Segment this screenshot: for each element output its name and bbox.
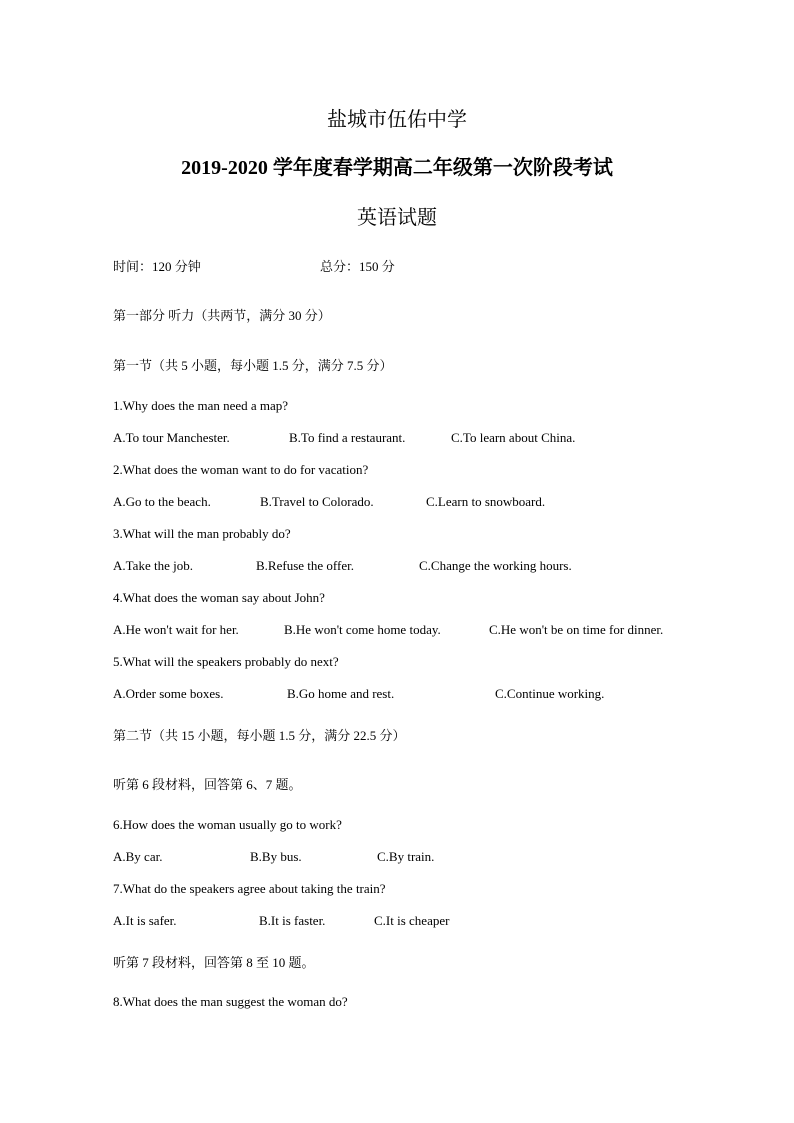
material-instruction: 听第 6 段材料，回答第 6、7 题。	[113, 777, 302, 792]
option-c: C.It is cheaper	[374, 913, 450, 928]
part-heading: 第一部分 听力（共两节，满分 30 分）	[113, 308, 331, 323]
option-b: B.By bus.	[250, 849, 302, 864]
question-stem: 5.What will the speakers probably do next?	[113, 654, 339, 669]
question-stem: 8.What does the man suggest the woman do?	[113, 994, 348, 1009]
question-stem: 4.What does the woman say about John?	[113, 590, 325, 605]
option-c: C.Learn to snowboard.	[426, 494, 546, 509]
option-a: A.It is safer.	[113, 913, 177, 928]
option-a: A.Go to the beach.	[113, 494, 211, 509]
question-stem: 1.Why does the man need a map?	[113, 398, 289, 413]
option-c: C.By train.	[377, 849, 435, 864]
question-stem: 2.What does the woman want to do for vacation?	[113, 462, 369, 477]
question-stem: 7.What do the speakers agree about taking the train?	[113, 881, 386, 896]
subject-title: 英语试题	[357, 207, 437, 229]
option-b: B.Go home and rest.	[287, 686, 395, 701]
school-name: 盐城市伍佑中学	[327, 109, 467, 131]
time-info: 时间：120 分钟	[113, 259, 201, 274]
option-c: C.To learn about China.	[451, 430, 576, 445]
option-a: A.Order some boxes.	[113, 686, 224, 701]
option-a: A.He won't wait for her.	[113, 622, 239, 637]
section-heading: 第一节（共 5 小题，每小题 1.5 分，满分 7.5 分）	[113, 358, 393, 373]
section-heading: 第二节（共 15 小题，每小题 1.5 分，满分 22.5 分）	[113, 728, 406, 743]
option-a: A.By car.	[113, 849, 163, 864]
option-b: B.To find a restaurant.	[289, 430, 406, 445]
option-c: C.Continue working.	[495, 686, 605, 701]
question-stem: 6.How does the woman usually go to work?	[113, 817, 342, 832]
option-c: C.Change the working hours.	[419, 558, 572, 573]
option-b: B.He won't come home today.	[284, 622, 441, 637]
option-b: B.Travel to Colorado.	[260, 494, 374, 509]
score-info: 总分：150 分	[320, 259, 395, 274]
option-b: B.Refuse the offer.	[256, 558, 354, 573]
option-a: A.Take the job.	[113, 558, 193, 573]
option-c: C.He won't be on time for dinner.	[489, 622, 664, 637]
option-a: A.To tour Manchester.	[113, 430, 230, 445]
exam-title: 2019-2020 学年度春学期高二年级第一次阶段考试	[181, 157, 613, 179]
option-b: B.It is faster.	[259, 913, 326, 928]
question-stem: 3.What will the man probably do?	[113, 526, 291, 541]
material-instruction: 听第 7 段材料，回答第 8 至 10 题。	[113, 955, 315, 970]
